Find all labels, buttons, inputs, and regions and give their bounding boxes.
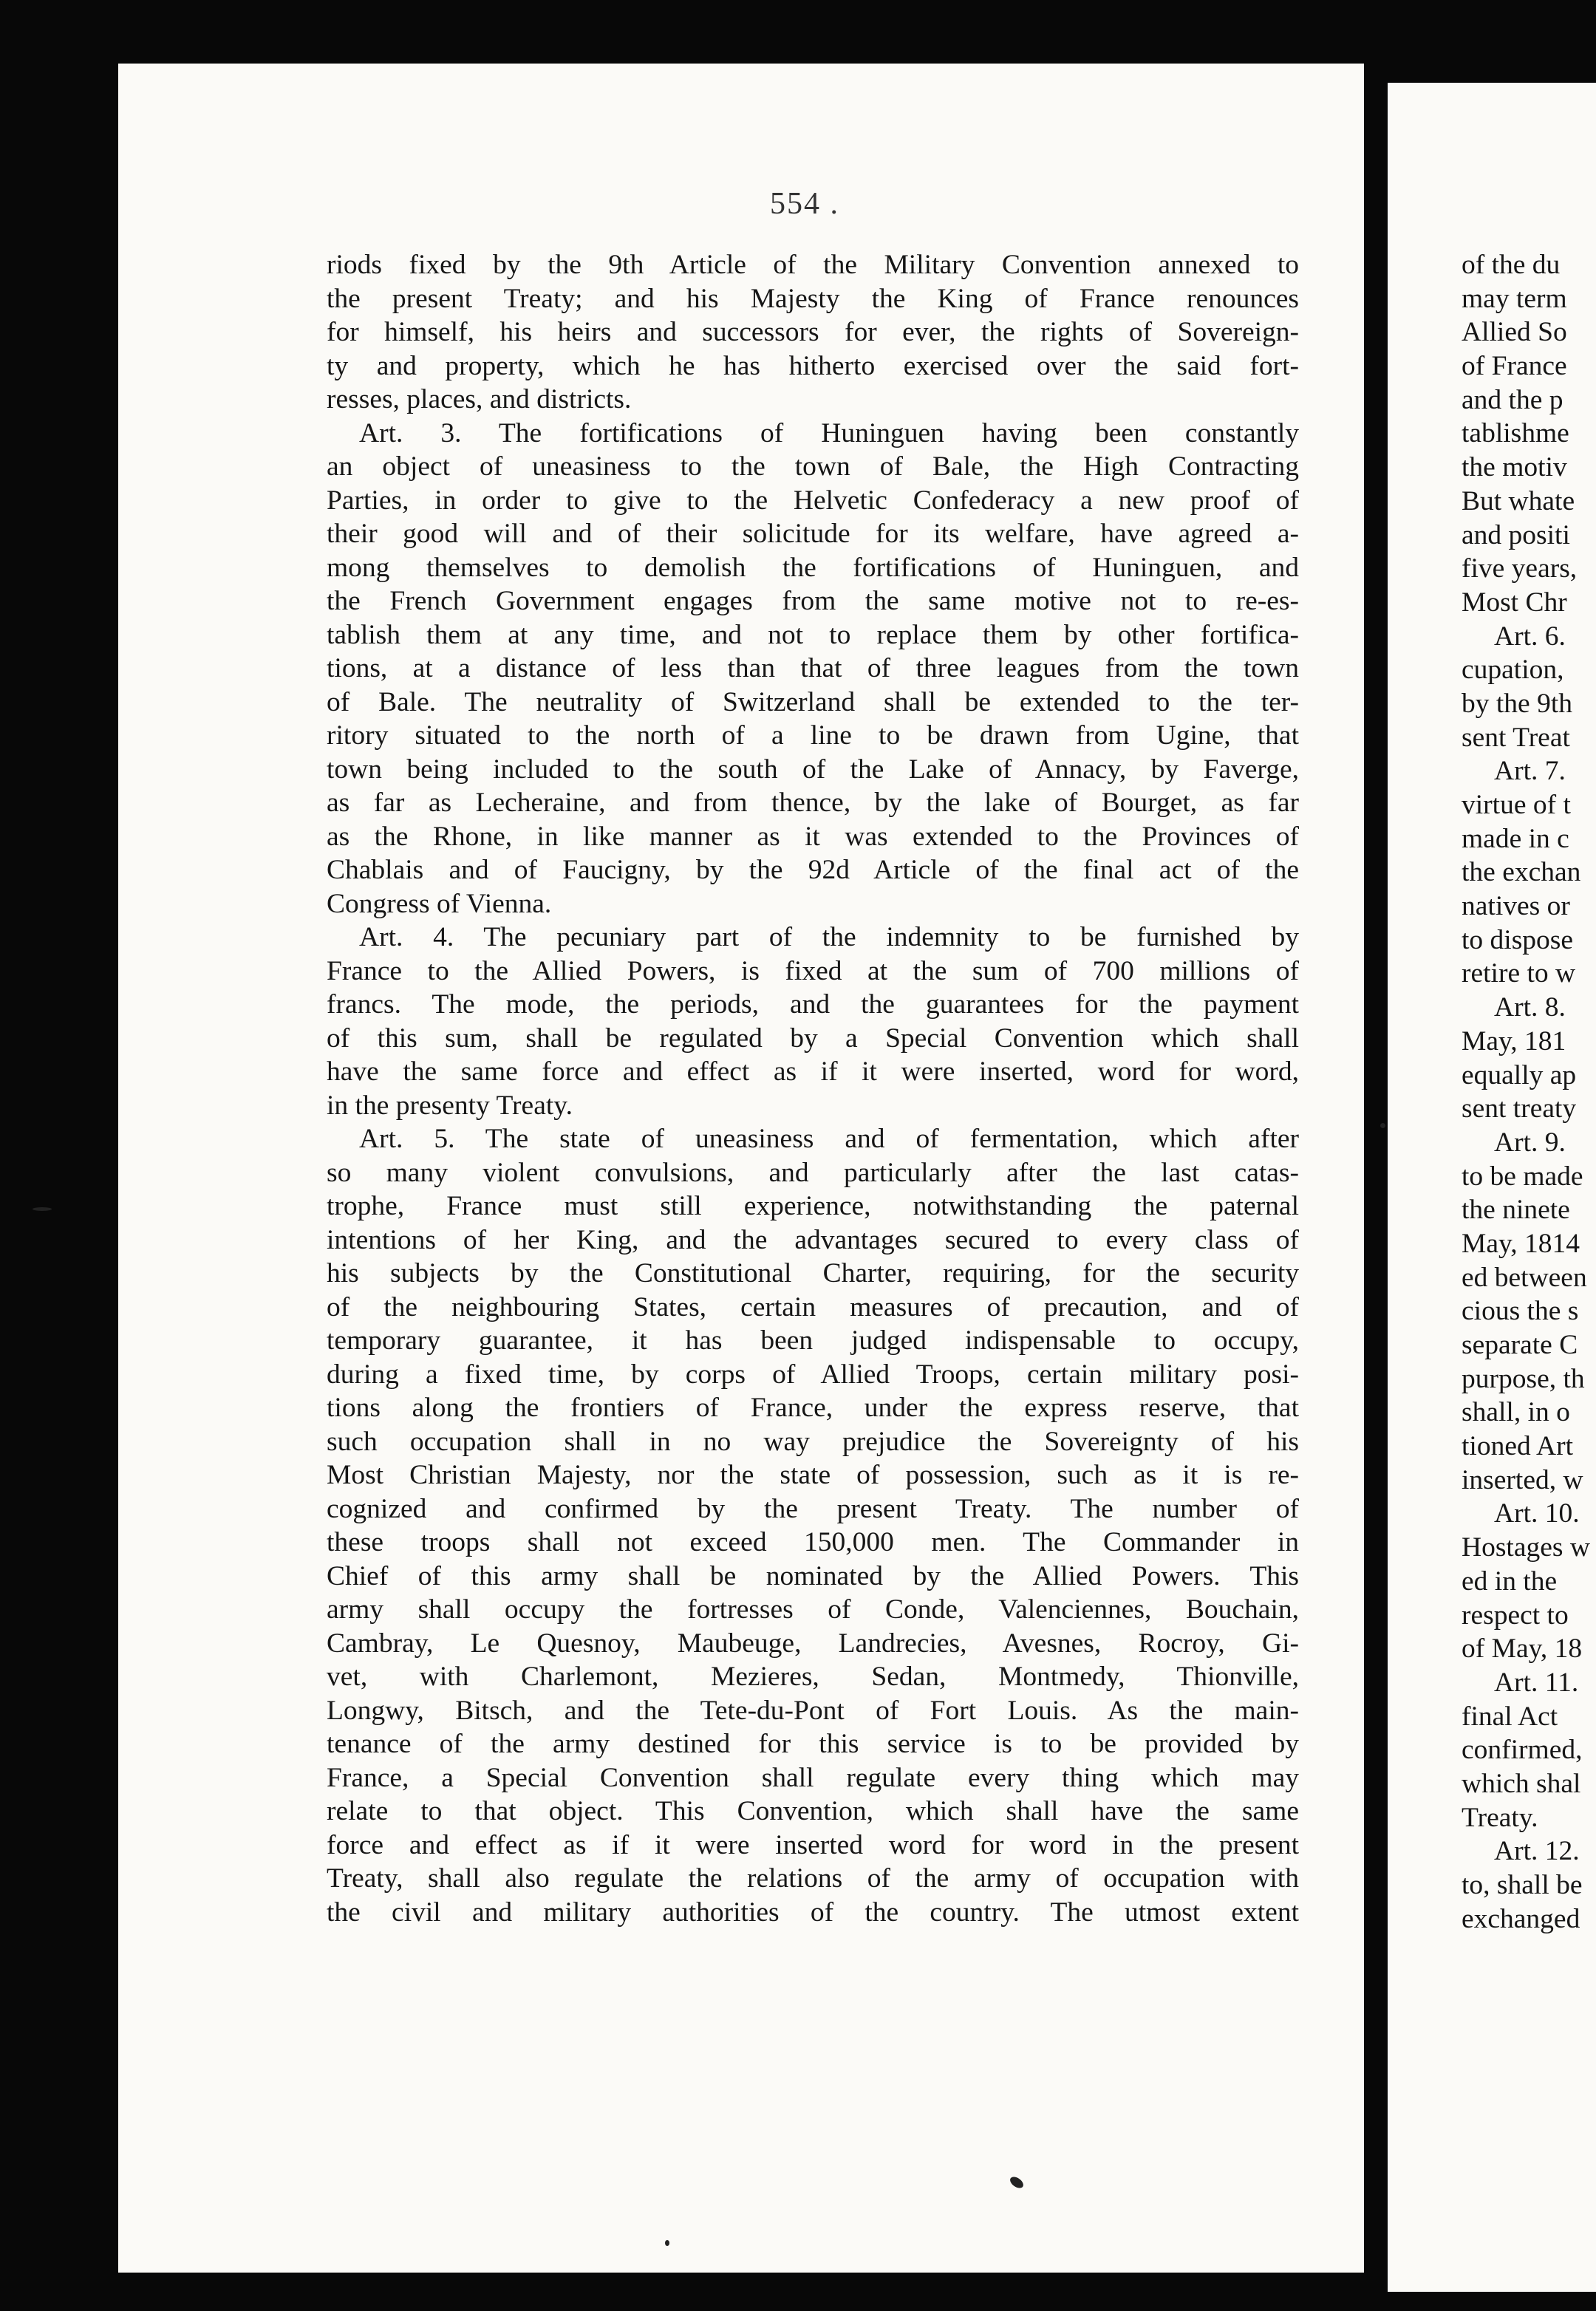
text-line: of this sum, shall be regulated by a Special Convention which shall — [327, 1023, 1299, 1054]
text-line: inserted, w — [1462, 1464, 1583, 1495]
text-line: have the same force and effect as if it were inserted, word for word, — [327, 1056, 1299, 1087]
text-line: riods fixed by the 9th Article of the Military Convention annexed to — [327, 250, 1299, 280]
text-line: Art. 10. — [1494, 1498, 1580, 1529]
text-line: army shall occupy the fortresses of Conde, Valenciennes, Bouchain, — [327, 1594, 1299, 1625]
text-line: final Act — [1462, 1701, 1558, 1732]
text-line: shall, in o — [1462, 1397, 1570, 1428]
text-line: sent treaty — [1462, 1093, 1577, 1124]
text-line: ed in the — [1462, 1566, 1558, 1597]
text-line: of the du — [1462, 250, 1561, 280]
text-line: relate to that object. This Convention, which shall have the same — [327, 1796, 1299, 1826]
text-line: Art. 3. The fortifications of Huninguen having been constantly — [359, 417, 1299, 448]
text-line: Art. 5. The state of uneasiness and of fermentation, which after — [359, 1124, 1299, 1154]
text-line: equally ap — [1462, 1059, 1577, 1090]
text-line: the exchan — [1462, 857, 1581, 888]
text-line: Treaty, shall also regulate the relations of the army of occupation with — [327, 1863, 1299, 1894]
text-line: these troops shall not exceed 150,000 men. The Commander in — [327, 1527, 1299, 1557]
text-line: Chablais and of Faucigny, by the 92d Article of the final act of the — [327, 855, 1299, 885]
text-line: confirmed, — [1462, 1735, 1583, 1766]
text-line: tioned Art — [1462, 1431, 1574, 1462]
text-line: five years, — [1462, 553, 1578, 584]
text-line: Treaty. — [1462, 1802, 1538, 1833]
text-line: which shal — [1462, 1768, 1581, 1799]
text-line: Chief of this army shall be nominated by the Allied Powers. This — [327, 1560, 1299, 1591]
text-line: cious the s — [1462, 1296, 1579, 1327]
text-line: separate C — [1462, 1330, 1578, 1360]
text-line: tablishme — [1462, 418, 1569, 449]
text-line: Cambray, Le Quesnoy, Maubeuge, Landrecies, Avesnes, Rocroy, Gi- — [327, 1628, 1299, 1659]
text-line: intentions of her King, and the advantages secured to every class of — [327, 1224, 1299, 1255]
ink-speck — [1380, 1123, 1385, 1128]
text-line: Longwy, Bitsch, and the Tete-du-Pont of Fort Louis. As the main- — [327, 1695, 1299, 1726]
text-line: France to the Allied Powers, is fixed at the sum of 700 millions of — [327, 955, 1299, 986]
text-line: cognized and confirmed by the present Treaty. The number of — [327, 1493, 1299, 1524]
text-line: France, a Special Convention shall regulate every thing which may — [327, 1762, 1299, 1793]
text-line: the motiv — [1462, 452, 1567, 483]
text-line: of Bale. The neutrality of Switzerland shall be extended to the ter- — [327, 686, 1299, 717]
text-line: town being included to the south of the Lake of Annacy, by Faverge, — [327, 754, 1299, 785]
text-line: their good will and of their solicitude for its welfare, have agreed a- — [327, 519, 1299, 549]
text-line: Hostages w — [1462, 1532, 1590, 1563]
text-line: of France — [1462, 351, 1567, 382]
text-line: francs. The mode, the periods, and the guarantees for the payment — [327, 989, 1299, 1020]
text-line: Allied So — [1462, 317, 1567, 348]
text-line: tenance of the army destined for this service is to be provided by — [327, 1729, 1299, 1759]
text-line: sent Treat — [1462, 722, 1570, 753]
text-line: respect to — [1462, 1600, 1569, 1631]
text-line: as far as Lecheraine, and from thence, by the lake of Bourget, as far — [327, 788, 1299, 818]
text-line: Art. 11. — [1494, 1667, 1579, 1698]
text-line: resses, places, and districts. — [327, 384, 632, 414]
text-line: Most Christian Majesty, nor the state of possession, such as it is re- — [327, 1460, 1299, 1490]
text-line: and the p — [1462, 384, 1563, 415]
text-line: temporary guarantee, it has been judged indispensable to occupy, — [327, 1325, 1299, 1356]
left-page-body-text — [327, 248, 1299, 1929]
text-line: Congress of Vienna. — [327, 888, 552, 919]
text-line: retire to w — [1462, 958, 1576, 989]
text-line: cupation, — [1462, 655, 1564, 686]
text-line: Art. 12. — [1494, 1836, 1580, 1867]
text-line: Art. 8. — [1494, 992, 1566, 1023]
ink-speck — [665, 2240, 669, 2246]
text-line: mong themselves to demolish the fortifications of Huninguen, and — [327, 552, 1299, 583]
text-line: to, shall be — [1462, 1870, 1583, 1900]
text-line: may term — [1462, 283, 1567, 314]
text-line: ritory situated to the north of a line to be drawn from Ugine, that — [327, 720, 1299, 751]
text-line: Most Chr — [1462, 587, 1567, 618]
text-line: purpose, th — [1462, 1363, 1585, 1394]
text-line: an object of uneasiness to the town of Bale, the High Contracting — [327, 451, 1299, 482]
text-line: the present Treaty; and his Majesty the King of France renounces — [327, 283, 1299, 314]
right-page-body-text — [1462, 248, 1596, 1936]
text-line: his subjects by the Constitutional Charter, requiring, for the security — [327, 1258, 1299, 1288]
text-line: May, 181 — [1462, 1025, 1566, 1056]
text-line: tions along the frontiers of France, under the express reserve, that — [327, 1393, 1299, 1423]
text-line: during a fixed time, by corps of Allied Troops, certain military posi- — [327, 1359, 1299, 1390]
text-line: vet, with Charlemont, Mezieres, Sedan, Montmedy, Thionville, — [327, 1662, 1299, 1692]
text-line: Parties, in order to give to the Helvetic Confederacy a new proof of — [327, 485, 1299, 516]
text-line: May, 1814 — [1462, 1228, 1580, 1259]
text-line: Art. 6. — [1494, 621, 1566, 652]
text-line: Art. 9. — [1494, 1127, 1566, 1158]
text-line: as the Rhone, in like manner as it was extended to the Provinces of — [327, 821, 1299, 852]
text-line: in the presenty Treaty. — [327, 1090, 573, 1121]
text-line: for himself, his heirs and successors for ever, the rights of Sovereign- — [327, 317, 1299, 347]
text-line: of the neighbouring States, certain measures of precaution, and of — [327, 1291, 1299, 1322]
text-line: Art. 7. — [1494, 756, 1566, 787]
text-line: the ninete — [1462, 1195, 1570, 1226]
text-line: of May, 18 — [1462, 1634, 1583, 1665]
text-line: such occupation shall in no way prejudice the Sovereignty of his — [327, 1426, 1299, 1457]
text-line: force and effect as if it were inserted word for word in the present — [327, 1829, 1299, 1860]
text-line: the French Government engages from the same motive not to re-es- — [327, 586, 1299, 616]
text-line: exchanged — [1462, 1903, 1580, 1934]
text-line: virtue of t — [1462, 790, 1571, 820]
text-line: made in c — [1462, 823, 1569, 854]
text-line: to dispose — [1462, 924, 1574, 955]
text-line: tablish them at any time, and not to replace them by other fortifica- — [327, 619, 1299, 650]
text-line: the civil and military authorities of the country. The utmost extent — [327, 1897, 1299, 1928]
text-line: ed between — [1462, 1262, 1587, 1293]
text-line: by the 9th — [1462, 688, 1572, 719]
ink-speck — [33, 1207, 52, 1211]
text-line: to be made — [1462, 1161, 1583, 1192]
text-line: ty and property, which he has hitherto exercised over the said fort- — [327, 350, 1299, 381]
text-line: But whate — [1462, 485, 1575, 516]
text-line: and positi — [1462, 519, 1570, 550]
text-line: tions, at a distance of less than that of three leagues from the town — [327, 653, 1299, 683]
text-line: so many violent convulsions, and particularly after the last catas- — [327, 1157, 1299, 1188]
text-line: natives or — [1462, 891, 1570, 922]
page-number: 554 . — [770, 187, 839, 221]
text-line: trophe, France must still experience, notwithstanding the paternal — [327, 1191, 1299, 1221]
text-line: Art. 4. The pecuniary part of the indemnity to be furnished by — [359, 922, 1299, 952]
